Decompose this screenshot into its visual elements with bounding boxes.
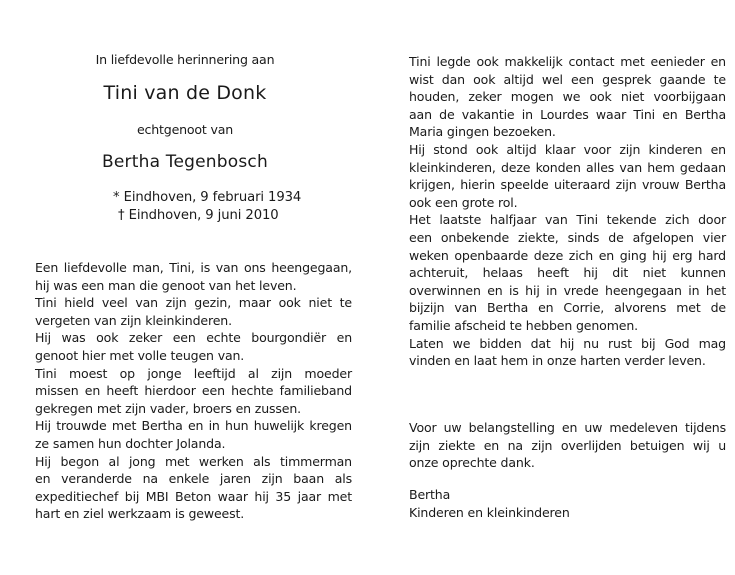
- intro-line: In liefdevolle herinnering aan: [95, 52, 275, 67]
- spouse-label: echtgenoot van: [136, 122, 234, 137]
- text-line: Voor uw belangstelling en uw medeleven tijdens: [409, 420, 726, 435]
- text-line: vergeten van zijn kleinkinderen.: [35, 312, 232, 328]
- text-line: missen en heeft hierdoor een hechte familieband: [35, 383, 352, 399]
- signature-line: Kinderen en kleinkinderen: [409, 504, 570, 520]
- text-line: vinden en laat hem in onze harten verder leven.: [409, 353, 706, 369]
- text-line: en veranderde na enkele jaren zijn baan als: [35, 471, 352, 487]
- text-line: hij was een man die genoot van het leven.: [35, 277, 297, 293]
- text-line: wist dan ook altijd wel een gesprek gaande te: [409, 71, 726, 87]
- text-line: hart en ziel werkzaam is geweest.: [35, 506, 245, 522]
- text-line: ook een grote rol.: [409, 194, 518, 210]
- text-line: weken openbaarde deze zich en ging hij erg hard: [409, 247, 726, 263]
- text-line: Tini moest op jonge leeftijd al zijn moeder: [35, 365, 352, 381]
- text-line: Tini hield veel van zijn gezin, maar ook niet te: [35, 295, 352, 311]
- text-line: ze samen hun dochter Jolanda.: [35, 435, 226, 451]
- text-line: een onbekende ziekte, sinds de afgelopen vier: [409, 229, 726, 245]
- left-body-text: [35, 259, 352, 523]
- text-line: onze oprechte dank.: [409, 455, 535, 471]
- text-line: overwinnen en is hij in vrede heengegaan in het: [409, 282, 726, 298]
- text-line: Hij begon al jong met werken als timmerman: [35, 453, 352, 469]
- spouse-name: Bertha Tegenbosch: [102, 152, 268, 172]
- text-line: zijn ziekte en na zijn overlijden betuigen wij u: [409, 437, 726, 453]
- text-line: krijgen, hierin speelde uiteraard zijn vrouw Bertha: [409, 177, 726, 193]
- text-line: aan de vakantie in Lourdes waar Tini en Bertha: [409, 106, 726, 122]
- text-line: houden, zeker mogen we ook niet voorbijgaan: [409, 89, 726, 105]
- text-line: Een liefdevolle man, Tini, is van ons heengegaan,: [35, 260, 352, 275]
- text-line: Tini legde ook makkelijk contact met eenieder en: [409, 54, 726, 69]
- text-line: genoot hier met volle teugen van.: [35, 347, 245, 363]
- text-line: Laten we bidden dat hij nu rust bij God mag: [409, 335, 726, 351]
- text-line: Het laatste halfjaar van Tini tekende zich door: [409, 212, 726, 228]
- death-date: † Eindhoven, 9 juni 2010: [118, 208, 279, 223]
- text-line: bijzijn van Bertha en Corrie, alvorens met de: [409, 300, 726, 316]
- text-line: expeditiechef bij MBI Beton waar hij 35 jaar met: [35, 488, 352, 504]
- deceased-name: Tini van de Donk: [103, 82, 267, 104]
- signature-line: Bertha: [409, 487, 451, 502]
- right-body-text: [409, 53, 726, 370]
- text-line: familie afscheid te hebben genomen.: [409, 317, 638, 333]
- text-line: achteruit, helaas heeft hij dit niet kunnen: [409, 265, 726, 281]
- text-line: gekregen met zijn vader, broers en zussen.: [35, 400, 302, 416]
- text-line: Hij stond ook altijd klaar voor zijn kinderen en: [409, 141, 726, 157]
- text-line: Hij was ook zeker een echte bourgondiër en: [35, 330, 352, 346]
- birth-date: * Eindhoven, 9 februari 1934: [113, 190, 302, 205]
- thanks-text: [409, 419, 726, 472]
- text-line: Maria gingen bezoeken.: [409, 124, 556, 140]
- signature: [409, 486, 726, 521]
- text-line: Hij trouwde met Bertha en in hun huwelijk kregen: [35, 418, 352, 434]
- text-line: kleinkinderen, deze konden alles van hem gedaan: [409, 159, 726, 175]
- life-dates: [113, 189, 333, 225]
